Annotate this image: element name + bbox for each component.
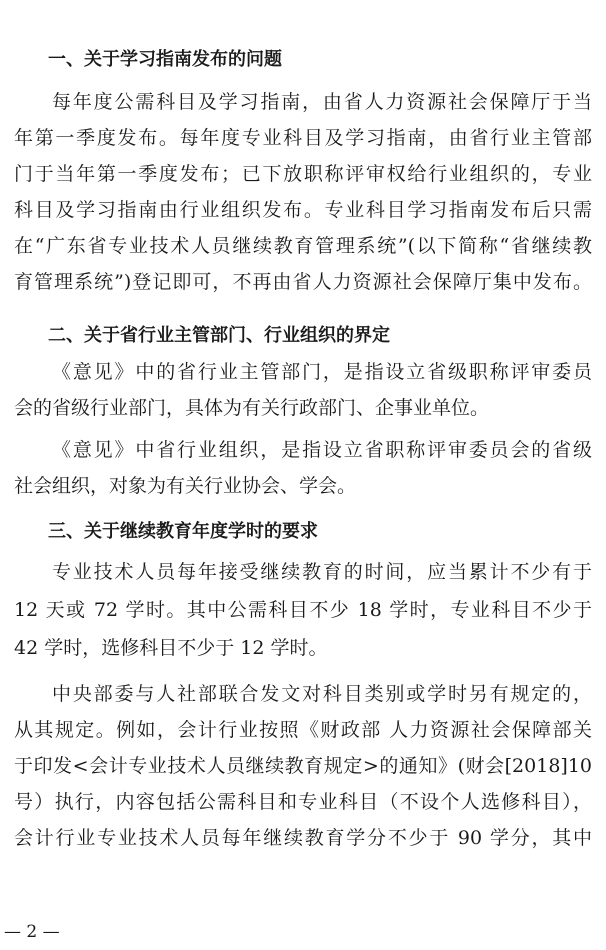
section-1-heading: 一、关于学习指南发布的问题 <box>48 49 282 70</box>
section-3-para-2-line-2: 从其规定。例如，会计行业按照《财政部 人力资源社会保障部关 <box>14 719 592 741</box>
section-2-para-1-line-1: 《意见》中的省行业主管部门，是指设立省级职称评审委员 <box>52 361 592 383</box>
section-1-para-1-line-4: 科目及学习指南由行业组织发布。专业科目学习指南发布后只需 <box>14 199 592 221</box>
section-3-heading: 三、关于继续教育年度学时的要求 <box>48 521 318 542</box>
page-number: — 2 — <box>4 922 60 942</box>
section-3-para-1-line-1: 专业技术人员每年接受继续教育的时间，应当累计不少有于 <box>52 561 592 583</box>
section-3-para-2-line-4: 号）执行，内容包括公需科目和专业科目（不设个人选修科目）， <box>14 791 592 813</box>
section-2-para-2-line-2: 社会组织，对象为有关行业协会、学会。 <box>14 475 357 497</box>
section-1-para-1-line-6: 育管理系统”)登记即可，不再由省人力资源社会保障厅集中发布。 <box>14 271 592 293</box>
section-3-para-2-line-3: 于印发<会计专业技术人员继续教育规定>的通知》(财会[2018]10 <box>14 755 592 777</box>
section-1-para-1-line-3: 门于当年第一季度发布；已下放职称评审权给行业组织的，专业 <box>14 163 592 185</box>
section-1-para-1-line-5: 在“广东省专业技术人员继续教育管理系统”(以下简称“省继续教 <box>14 235 592 257</box>
section-2-para-2-line-1: 《意见》中省行业组织，是指设立省职称评审委员会的省级 <box>52 439 592 461</box>
section-2-para-1-line-2: 会的省级行业部门，具体为有关行政部门、企事业单位。 <box>14 397 490 419</box>
section-3-para-2-line-5: 会计行业专业技术人员每年继续教育学分不少于 90 学分，其中 <box>14 827 592 849</box>
section-2-heading: 二、关于省行业主管部门、行业组织的界定 <box>48 325 390 346</box>
section-3-para-1-line-3: 42 学时，选修科目不少于 12 学时。 <box>14 637 328 659</box>
section-3-para-2-line-1: 中央部委与人社部联合发文对科目类别或学时另有规定的， <box>52 683 592 705</box>
section-3-para-1-line-2: 12 天或 72 学时。其中公需科目不少 18 学时，专业科目不少于 <box>14 599 592 621</box>
section-1-para-1-line-2: 年第一季度发布。每年度专业科目及学习指南，由省行业主管部 <box>14 127 592 149</box>
section-1-para-1-line-1: 每年度公需科目及学习指南，由省人力资源社会保障厅于当 <box>52 91 592 113</box>
